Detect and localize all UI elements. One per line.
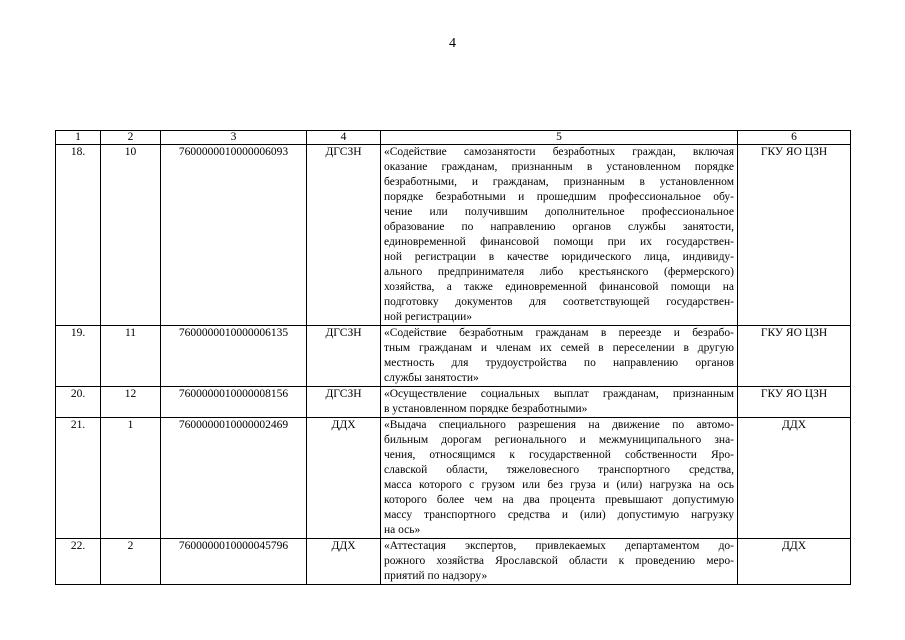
description-line: «Содействие самозанятости безработных граждан, включая <box>384 146 734 158</box>
sub-number-cell: 10 <box>101 145 161 326</box>
department-cell: ДДХ <box>307 418 381 539</box>
table-row <box>56 387 851 418</box>
description-line: бильным дорогам регионального и межмуниципального зна- <box>384 434 734 446</box>
description-line: службы занятости» <box>384 372 479 384</box>
description-line: единовременной финансовой помощи при их государствен- <box>384 236 734 248</box>
executor-cell: ГКУ ЯО ЦЗН <box>738 326 851 387</box>
table-row <box>56 145 851 326</box>
description-line: «Выдача специального разрешения на движение по автомо- <box>384 419 734 431</box>
description-line: чения, относящимся к государственной собственности Яро- <box>384 449 734 461</box>
sub-number-cell: 2 <box>101 539 161 585</box>
description-line: приятий по надзору» <box>384 570 488 582</box>
description-line: славской области, тяжеловесного транспортного средства, <box>384 464 734 476</box>
service-description-cell <box>381 145 738 326</box>
column-header: 3 <box>161 131 307 145</box>
row-number-cell: 21. <box>56 418 101 539</box>
row-number-cell: 20. <box>56 387 101 418</box>
description-line: местность для трудоустройства по направлению органов <box>384 357 734 369</box>
department-cell: ДДХ <box>307 539 381 585</box>
description-line: оказание гражданам, признанным в установленном порядке <box>384 161 734 173</box>
description-line: чение или получившим дополнительное профессиональное <box>384 206 734 218</box>
description-line: хозяйства, а также единовременной финансовой помощи на <box>384 281 734 293</box>
column-header: 2 <box>101 131 161 145</box>
row-number-cell: 18. <box>56 145 101 326</box>
sub-number-cell: 12 <box>101 387 161 418</box>
service-description-cell <box>381 387 738 418</box>
row-number-cell: 19. <box>56 326 101 387</box>
department-cell: ДГСЗН <box>307 145 381 326</box>
description-line: «Осуществление социальных выплат гражданам, признанным <box>384 388 734 400</box>
service-code-cell: 7600000010000006093 <box>161 145 307 326</box>
services-table <box>55 130 851 585</box>
service-description-cell <box>381 326 738 387</box>
service-code-cell: 7600000010000002469 <box>161 418 307 539</box>
description-line: ального предпринимателя либо крестьянского (фермерского) <box>384 266 734 278</box>
description-line: образование по направлению органов службы занятости, <box>384 221 734 233</box>
description-line: безработными, и гражданам, признанным в установленном <box>384 176 734 188</box>
table-row <box>56 418 851 539</box>
table-row <box>56 539 851 585</box>
column-header: 4 <box>307 131 381 145</box>
column-header: 1 <box>56 131 101 145</box>
row-number-cell: 22. <box>56 539 101 585</box>
service-code-cell: 7600000010000045796 <box>161 539 307 585</box>
description-line: которого более чем на два процента превышают допустимую <box>384 494 734 506</box>
executor-cell: ГКУ ЯО ЦЗН <box>738 145 851 326</box>
column-header: 6 <box>738 131 851 145</box>
service-code-cell: 7600000010000006135 <box>161 326 307 387</box>
description-line: масса которого с грузом или без груза и (или) нагрузка на ось <box>384 479 734 491</box>
service-description-cell <box>381 539 738 585</box>
description-line: в установленном порядке безработными» <box>384 403 588 415</box>
table-row <box>56 326 851 387</box>
column-number-row <box>56 131 851 145</box>
page-number: 4 <box>449 36 456 51</box>
sub-number-cell: 11 <box>101 326 161 387</box>
executor-cell: ДДХ <box>738 539 851 585</box>
description-line: тным гражданам и членам их семей в переселении в другую <box>384 342 734 354</box>
description-line: подготовку документов для соответствующей государствен- <box>384 296 734 308</box>
executor-cell: ГКУ ЯО ЦЗН <box>738 387 851 418</box>
description-line: ной регистрации» <box>384 311 472 323</box>
sub-number-cell: 1 <box>101 418 161 539</box>
column-header: 5 <box>381 131 738 145</box>
description-line: на ось» <box>384 524 421 536</box>
executor-cell: ДДХ <box>738 418 851 539</box>
service-code-cell: 7600000010000008156 <box>161 387 307 418</box>
department-cell: ДГСЗН <box>307 387 381 418</box>
description-line: ной регистрации в качестве юридического лица, индивиду- <box>384 251 734 263</box>
description-line: порядке безработными и прошедшим профессиональное обу- <box>384 191 734 203</box>
service-description-cell <box>381 418 738 539</box>
description-line: «Содействие безработным гражданам в переезде и безрабо- <box>384 327 734 339</box>
description-line: рожного хозяйства Ярославской области к проведению меро- <box>384 555 734 567</box>
description-line: массу транспортного средства и (или) допустимую нагрузку <box>384 509 734 521</box>
department-cell: ДГСЗН <box>307 326 381 387</box>
description-line: «Аттестация экспертов, привлекаемых департаментом до- <box>384 540 734 552</box>
